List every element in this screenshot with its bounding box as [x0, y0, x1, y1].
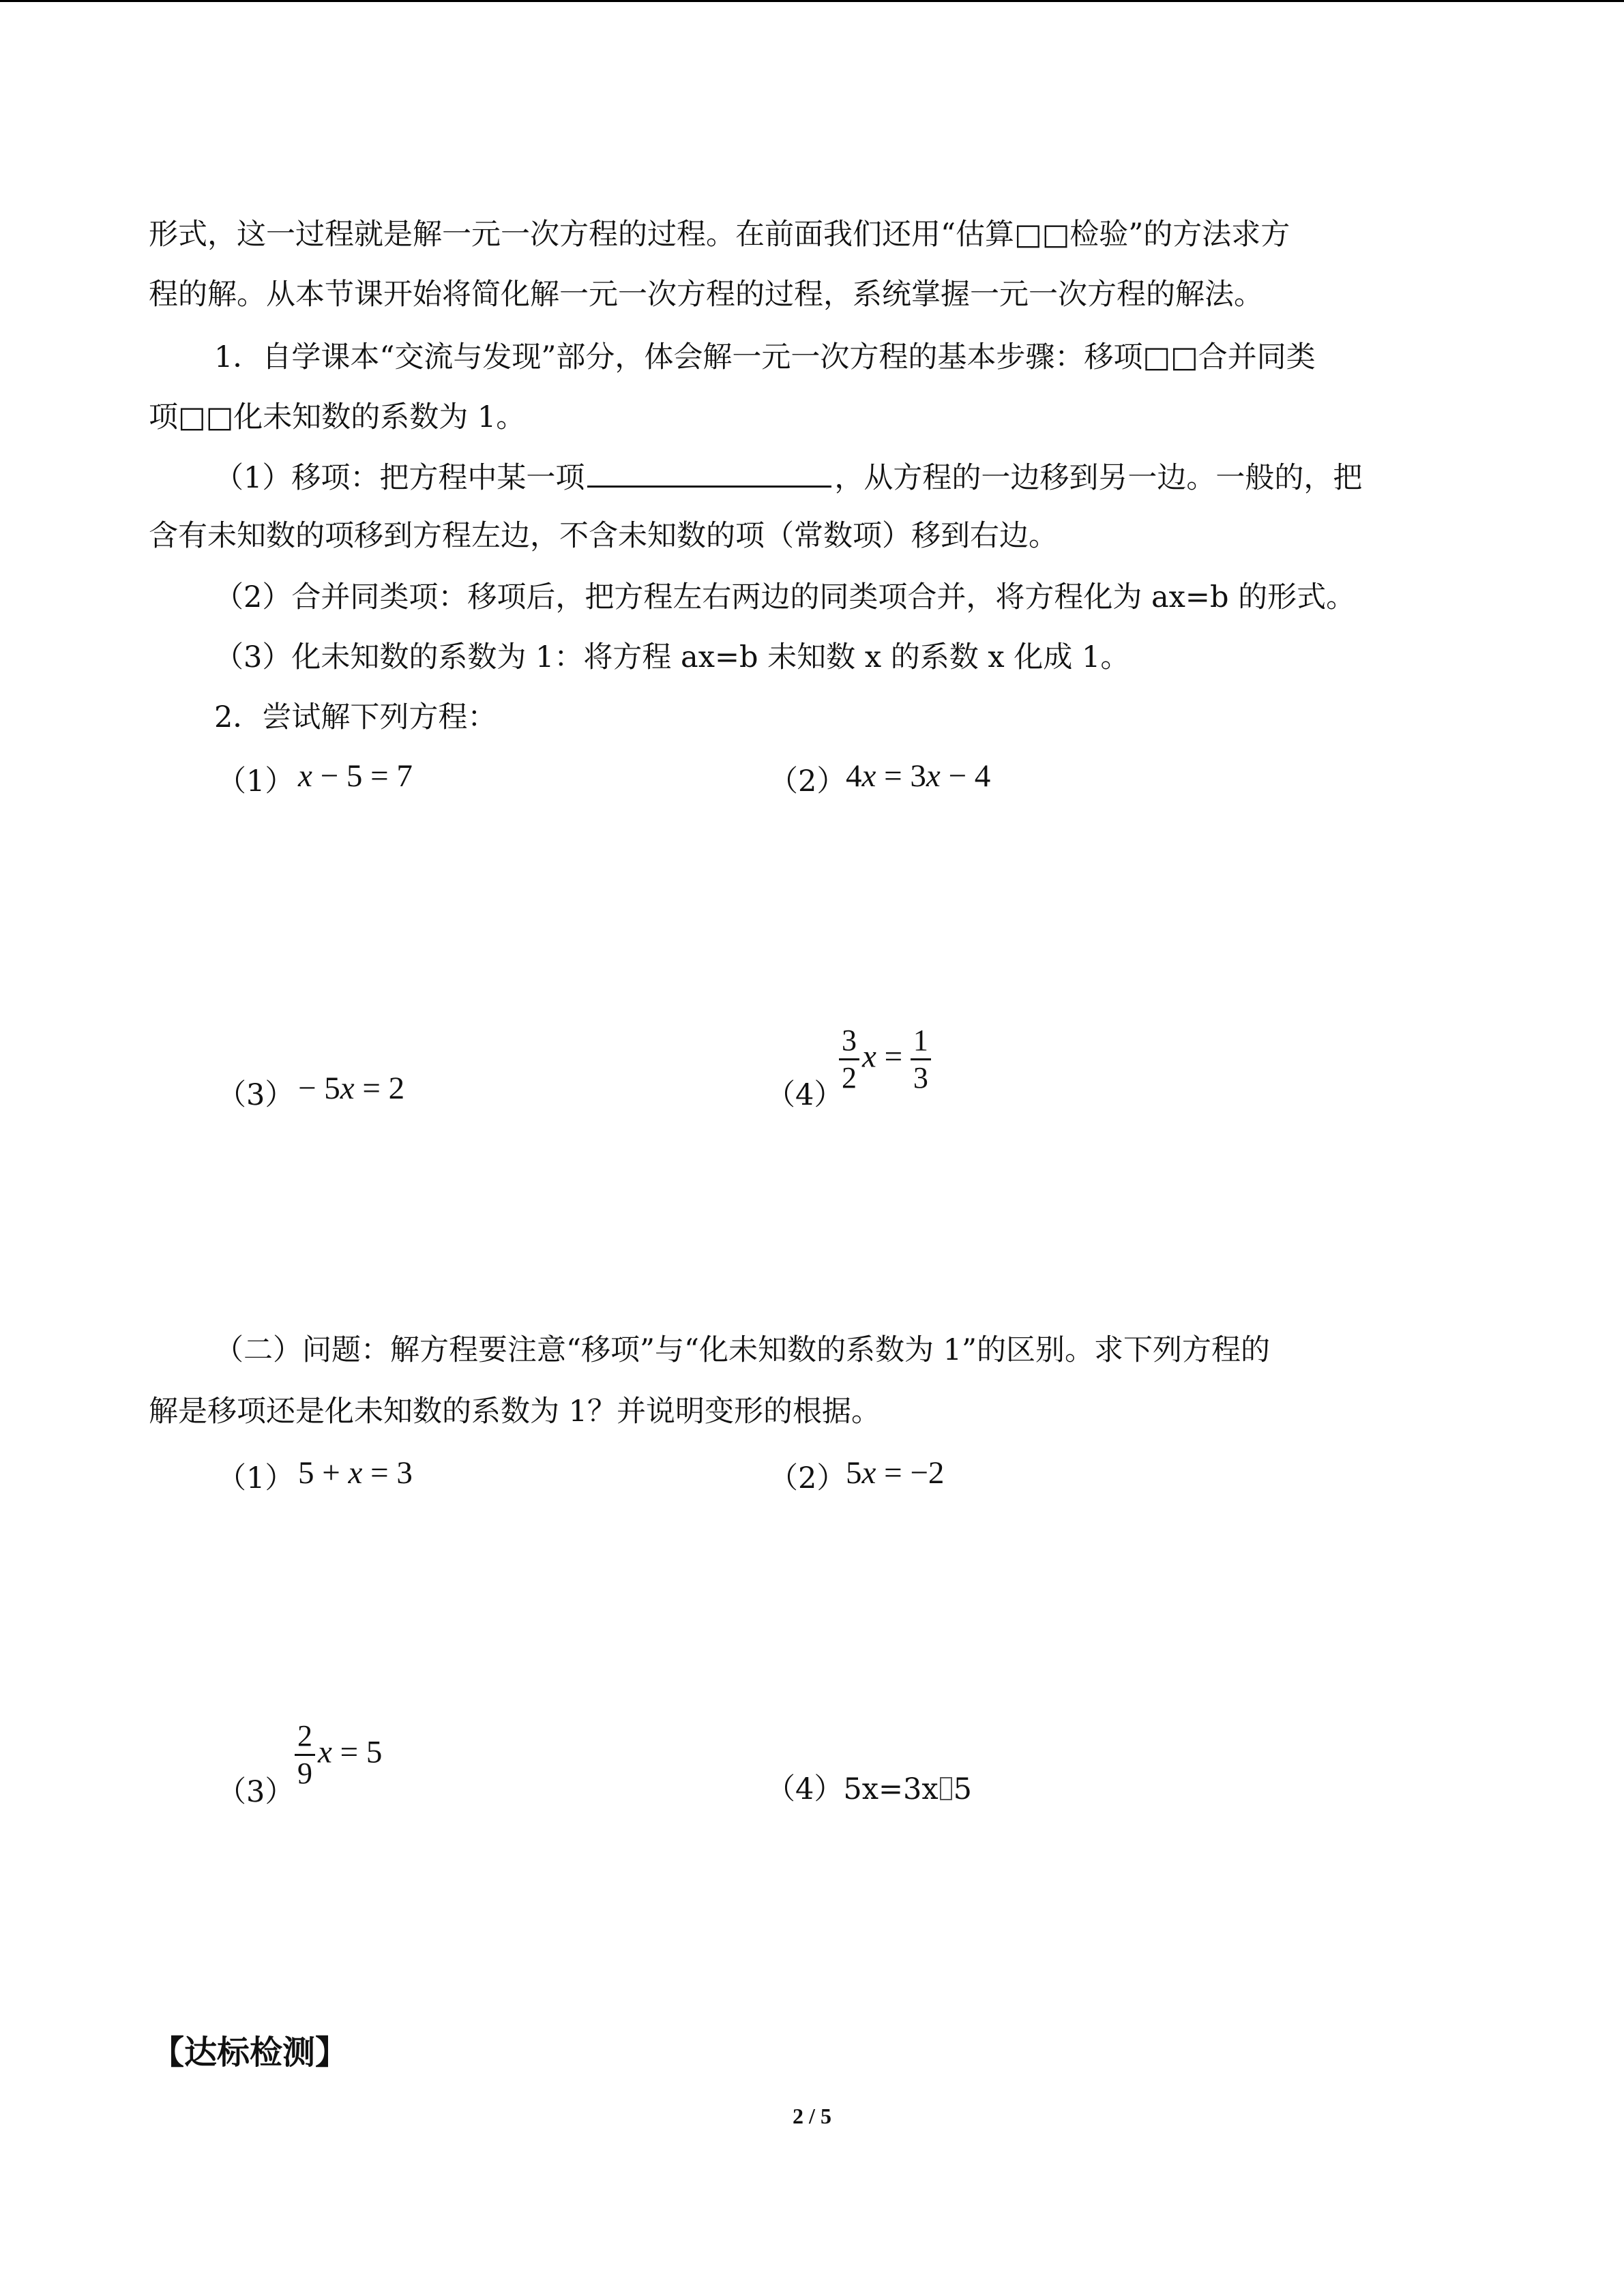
step-intro-line: 1．自学课本“交流与发现”部分，体会解一元一次方程的基本步骤：移项□□合并同类	[214, 340, 1316, 374]
equation-5: 5 + x = 3	[298, 1455, 413, 1491]
exercise-label: （3）	[217, 1775, 295, 1809]
exercise-label-with-equation: （4）5x=3x 5	[766, 1772, 972, 1806]
exercise-label: （2）	[769, 764, 846, 799]
paragraph-line: 程的解。从本节课开始将简化解一元一次方程的过程，系统掌握一元一次方程的解法。	[149, 278, 1263, 312]
section-heading: 【达标检测】	[151, 2033, 349, 2072]
exercise-label: （3）	[217, 1078, 295, 1112]
page-number: 2 / 5	[793, 2104, 831, 2128]
step-1-line	[214, 456, 1544, 498]
paragraph-line: 项□□化未知数的系数为 1。	[149, 400, 526, 434]
step-3-line: （3）化未知数的系数为 1：将方程 ax=b 未知数 x 的系数 x 化成 1。	[214, 640, 1130, 674]
missing-glyph-box	[940, 1777, 952, 1800]
equation-4: $\frac{3}{2}$ x = $\frac{1}{3}$	[839, 1023, 934, 1096]
equation-7: $\frac{2}{9}$ x = 5	[295, 1718, 382, 1791]
equation-3: − 5x = 2	[298, 1071, 405, 1106]
page-top-border	[0, 0, 1624, 2]
fraction: $\frac{1}{3}$	[911, 1023, 931, 1096]
question-line: （二）问题：解方程要注意“移项”与“化未知数的系数为 1”的区别。求下列方程的	[214, 1333, 1270, 1367]
step-1-text-tail: ，从方程的一边移到另一边。一般的，把	[834, 461, 1363, 495]
exercise-label: （1）	[217, 1461, 295, 1495]
exercise-label: （2）	[769, 1461, 846, 1495]
paragraph-line: 含有未知数的项移到方程左边，不含未知数的项（常数项）移到右边。	[149, 519, 1058, 553]
exercise-label: （1）	[217, 764, 295, 799]
fraction: $\frac{3}{2}$	[839, 1023, 859, 1096]
exercise-label: （4）	[766, 1078, 844, 1112]
fill-in-blank[interactable]	[587, 456, 831, 488]
equation-6: 5x = −2	[846, 1455, 945, 1491]
equation-1: x − 5 = 7	[298, 758, 413, 794]
equation-2: 4x = 3x − 4	[846, 758, 991, 794]
fraction: $\frac{2}{9}$	[295, 1718, 315, 1791]
paragraph-line: 解是移项还是化未知数的系数为 1？并说明变形的根据。	[149, 1395, 881, 1429]
paragraph-line: 形式，这一过程就是解一元一次方程的过程。在前面我们还用“估算□□检验”的方法求方	[149, 218, 1290, 252]
task-2-heading: 2．尝试解下列方程：	[214, 700, 497, 734]
step-1-text: （1）移项：把方程中某一项	[214, 461, 585, 495]
step-2-line: （2）合并同类项：移项后，把方程左右两边的同类项合并，将方程化为 ax=b 的形式。	[214, 580, 1356, 614]
